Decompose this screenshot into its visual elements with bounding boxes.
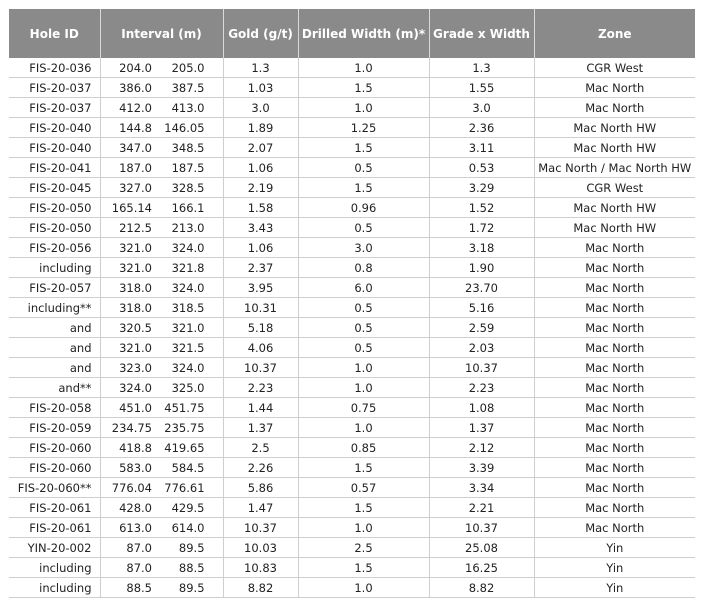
cell-gold: 2.07 bbox=[223, 138, 298, 158]
cell-grade-x-width: 2.36 bbox=[429, 118, 534, 138]
cell-zone: Mac North HW bbox=[534, 218, 695, 238]
cell-interval-to: 88.5 bbox=[158, 558, 223, 578]
table-row bbox=[9, 358, 695, 378]
cell-interval-to: 584.5 bbox=[158, 458, 223, 478]
cell-gold: 10.37 bbox=[223, 518, 298, 538]
cell-zone: Mac North HW bbox=[534, 118, 695, 138]
cell-interval-to: 324.0 bbox=[158, 358, 223, 378]
cell-grade-x-width: 1.72 bbox=[429, 218, 534, 238]
cell-interval-to: 419.65 bbox=[158, 438, 223, 458]
cell-hole-id: FIS-20-058 bbox=[9, 398, 100, 418]
cell-hole-id: FIS-20-061 bbox=[9, 498, 100, 518]
cell-interval-from: 187.0 bbox=[100, 158, 158, 178]
cell-interval-from: 451.0 bbox=[100, 398, 158, 418]
cell-grade-x-width: 1.55 bbox=[429, 78, 534, 98]
table-row bbox=[9, 538, 695, 558]
table-row bbox=[9, 58, 695, 78]
cell-drilled-width: 1.5 bbox=[298, 458, 429, 478]
table-row bbox=[9, 238, 695, 258]
cell-gold: 10.03 bbox=[223, 538, 298, 558]
cell-interval-from: 386.0 bbox=[100, 78, 158, 98]
cell-drilled-width: 1.5 bbox=[298, 498, 429, 518]
cell-drilled-width: 1.5 bbox=[298, 78, 429, 98]
table-row bbox=[9, 318, 695, 338]
cell-hole-id: FIS-20-060 bbox=[9, 438, 100, 458]
cell-drilled-width: 1.25 bbox=[298, 118, 429, 138]
table-row bbox=[9, 498, 695, 518]
cell-drilled-width: 0.85 bbox=[298, 438, 429, 458]
cell-gold: 5.18 bbox=[223, 318, 298, 338]
cell-grade-x-width: 8.82 bbox=[429, 578, 534, 598]
cell-grade-x-width: 3.18 bbox=[429, 238, 534, 258]
cell-gold: 1.06 bbox=[223, 238, 298, 258]
cell-gold: 2.37 bbox=[223, 258, 298, 278]
cell-interval-from: 347.0 bbox=[100, 138, 158, 158]
cell-grade-x-width: 2.03 bbox=[429, 338, 534, 358]
cell-hole-id: FIS-20-050 bbox=[9, 218, 100, 238]
cell-interval-from: 418.8 bbox=[100, 438, 158, 458]
table-row bbox=[9, 518, 695, 538]
cell-grade-x-width: 2.21 bbox=[429, 498, 534, 518]
cell-gold: 8.82 bbox=[223, 578, 298, 598]
cell-hole-id: FIS-20-060 bbox=[9, 458, 100, 478]
cell-hole-id: FIS-20-040 bbox=[9, 138, 100, 158]
cell-interval-to: 89.5 bbox=[158, 538, 223, 558]
cell-grade-x-width: 1.52 bbox=[429, 198, 534, 218]
cell-grade-x-width: 0.53 bbox=[429, 158, 534, 178]
table-row bbox=[9, 558, 695, 578]
table-row bbox=[9, 298, 695, 318]
cell-zone: Mac North bbox=[534, 378, 695, 398]
cell-interval-from: 323.0 bbox=[100, 358, 158, 378]
cell-gold: 1.37 bbox=[223, 418, 298, 438]
cell-drilled-width: 1.0 bbox=[298, 378, 429, 398]
cell-hole-id: and bbox=[9, 318, 100, 338]
cell-hole-id: FIS-20-050 bbox=[9, 198, 100, 218]
cell-interval-from: 321.0 bbox=[100, 238, 158, 258]
cell-hole-id: and bbox=[9, 338, 100, 358]
cell-drilled-width: 1.0 bbox=[298, 518, 429, 538]
cell-zone: Mac North bbox=[534, 338, 695, 358]
cell-drilled-width: 1.0 bbox=[298, 358, 429, 378]
cell-interval-from: 776.04 bbox=[100, 478, 158, 498]
cell-interval-to: 776.61 bbox=[158, 478, 223, 498]
cell-zone: Mac North bbox=[534, 518, 695, 538]
cell-grade-x-width: 1.37 bbox=[429, 418, 534, 438]
cell-gold: 5.86 bbox=[223, 478, 298, 498]
cell-zone: Mac North bbox=[534, 78, 695, 98]
cell-zone: Mac North bbox=[534, 458, 695, 478]
cell-drilled-width: 2.5 bbox=[298, 538, 429, 558]
cell-gold: 4.06 bbox=[223, 338, 298, 358]
cell-interval-from: 327.0 bbox=[100, 178, 158, 198]
cell-hole-id: FIS-20-059 bbox=[9, 418, 100, 438]
table-row bbox=[9, 218, 695, 238]
table-row bbox=[9, 378, 695, 398]
cell-drilled-width: 0.5 bbox=[298, 318, 429, 338]
cell-gold: 1.89 bbox=[223, 118, 298, 138]
cell-zone: Mac North bbox=[534, 438, 695, 458]
cell-drilled-width: 1.5 bbox=[298, 178, 429, 198]
cell-drilled-width: 1.0 bbox=[298, 58, 429, 78]
cell-drilled-width: 0.5 bbox=[298, 338, 429, 358]
cell-hole-id: FIS-20-041 bbox=[9, 158, 100, 178]
cell-interval-from: 212.5 bbox=[100, 218, 158, 238]
cell-zone: Mac North bbox=[534, 238, 695, 258]
cell-interval-to: 348.5 bbox=[158, 138, 223, 158]
cell-interval-from: 428.0 bbox=[100, 498, 158, 518]
cell-drilled-width: 1.0 bbox=[298, 418, 429, 438]
cell-interval-to: 321.0 bbox=[158, 318, 223, 338]
table-row bbox=[9, 178, 695, 198]
table-row bbox=[9, 118, 695, 138]
cell-interval-to: 413.0 bbox=[158, 98, 223, 118]
cell-zone: Mac North bbox=[534, 398, 695, 418]
cell-zone: CGR West bbox=[534, 58, 695, 78]
cell-interval-from: 324.0 bbox=[100, 378, 158, 398]
cell-zone: Mac North bbox=[534, 98, 695, 118]
cell-interval-from: 321.0 bbox=[100, 258, 158, 278]
cell-interval-to: 614.0 bbox=[158, 518, 223, 538]
table-row bbox=[9, 418, 695, 438]
cell-interval-to: 321.8 bbox=[158, 258, 223, 278]
cell-interval-from: 318.0 bbox=[100, 298, 158, 318]
cell-drilled-width: 0.8 bbox=[298, 258, 429, 278]
table-row bbox=[9, 578, 695, 598]
cell-zone: Mac North bbox=[534, 278, 695, 298]
cell-zone: Mac North bbox=[534, 498, 695, 518]
header-hole-id: Hole ID bbox=[9, 9, 100, 58]
cell-interval-to: 166.1 bbox=[158, 198, 223, 218]
header-grade-x-width: Grade x Width bbox=[429, 9, 534, 58]
cell-hole-id: FIS-20-056 bbox=[9, 238, 100, 258]
cell-zone: CGR West bbox=[534, 178, 695, 198]
cell-grade-x-width: 3.0 bbox=[429, 98, 534, 118]
table-row bbox=[9, 138, 695, 158]
header-row bbox=[9, 9, 695, 58]
cell-hole-id: FIS-20-057 bbox=[9, 278, 100, 298]
cell-interval-from: 204.0 bbox=[100, 58, 158, 78]
cell-hole-id: FIS-20-040 bbox=[9, 118, 100, 138]
cell-grade-x-width: 16.25 bbox=[429, 558, 534, 578]
cell-zone: Mac North bbox=[534, 418, 695, 438]
cell-drilled-width: 0.5 bbox=[298, 158, 429, 178]
cell-grade-x-width: 3.39 bbox=[429, 458, 534, 478]
cell-drilled-width: 0.5 bbox=[298, 218, 429, 238]
cell-drilled-width: 0.5 bbox=[298, 298, 429, 318]
cell-gold: 2.26 bbox=[223, 458, 298, 478]
cell-zone: Mac North bbox=[534, 318, 695, 338]
table-row bbox=[9, 458, 695, 478]
cell-grade-x-width: 3.11 bbox=[429, 138, 534, 158]
cell-zone: Mac North bbox=[534, 358, 695, 378]
header-zone: Zone bbox=[534, 9, 695, 58]
cell-grade-x-width: 1.08 bbox=[429, 398, 534, 418]
cell-gold: 10.83 bbox=[223, 558, 298, 578]
cell-grade-x-width: 2.23 bbox=[429, 378, 534, 398]
cell-gold: 1.3 bbox=[223, 58, 298, 78]
cell-drilled-width: 1.5 bbox=[298, 558, 429, 578]
cell-grade-x-width: 10.37 bbox=[429, 518, 534, 538]
cell-drilled-width: 0.75 bbox=[298, 398, 429, 418]
cell-gold: 2.23 bbox=[223, 378, 298, 398]
cell-drilled-width: 1.0 bbox=[298, 98, 429, 118]
cell-gold: 1.44 bbox=[223, 398, 298, 418]
cell-gold: 10.31 bbox=[223, 298, 298, 318]
cell-grade-x-width: 3.29 bbox=[429, 178, 534, 198]
table-row bbox=[9, 438, 695, 458]
header-interval: Interval (m) bbox=[100, 9, 223, 58]
cell-hole-id: FIS-20-061 bbox=[9, 518, 100, 538]
cell-zone: Mac North bbox=[534, 258, 695, 278]
header-gold: Gold (g/t) bbox=[223, 9, 298, 58]
cell-hole-id: FIS-20-036 bbox=[9, 58, 100, 78]
cell-interval-to: 328.5 bbox=[158, 178, 223, 198]
cell-zone: Yin bbox=[534, 558, 695, 578]
cell-interval-to: 324.0 bbox=[158, 278, 223, 298]
cell-gold: 3.95 bbox=[223, 278, 298, 298]
cell-interval-from: 320.5 bbox=[100, 318, 158, 338]
cell-interval-from: 144.8 bbox=[100, 118, 158, 138]
cell-gold: 2.5 bbox=[223, 438, 298, 458]
cell-hole-id: including bbox=[9, 578, 100, 598]
cell-grade-x-width: 1.3 bbox=[429, 58, 534, 78]
cell-drilled-width: 0.57 bbox=[298, 478, 429, 498]
cell-zone: Yin bbox=[534, 578, 695, 598]
cell-gold: 1.03 bbox=[223, 78, 298, 98]
cell-zone: Mac North HW bbox=[534, 198, 695, 218]
cell-gold: 1.06 bbox=[223, 158, 298, 178]
cell-interval-to: 187.5 bbox=[158, 158, 223, 178]
table-row bbox=[9, 278, 695, 298]
cell-grade-x-width: 10.37 bbox=[429, 358, 534, 378]
cell-hole-id: including** bbox=[9, 298, 100, 318]
cell-interval-to: 324.0 bbox=[158, 238, 223, 258]
cell-hole-id: including bbox=[9, 558, 100, 578]
table-body bbox=[9, 58, 695, 598]
cell-grade-x-width: 3.34 bbox=[429, 478, 534, 498]
cell-drilled-width: 1.5 bbox=[298, 138, 429, 158]
cell-zone: Mac North HW bbox=[534, 138, 695, 158]
cell-grade-x-width: 5.16 bbox=[429, 298, 534, 318]
cell-interval-to: 451.75 bbox=[158, 398, 223, 418]
table-row bbox=[9, 258, 695, 278]
cell-hole-id: and bbox=[9, 358, 100, 378]
cell-drilled-width: 3.0 bbox=[298, 238, 429, 258]
cell-drilled-width: 0.96 bbox=[298, 198, 429, 218]
cell-interval-to: 325.0 bbox=[158, 378, 223, 398]
cell-gold: 2.19 bbox=[223, 178, 298, 198]
cell-hole-id: FIS-20-060** bbox=[9, 478, 100, 498]
cell-interval-from: 321.0 bbox=[100, 338, 158, 358]
cell-hole-id: FIS-20-037 bbox=[9, 78, 100, 98]
cell-gold: 10.37 bbox=[223, 358, 298, 378]
cell-zone: Mac North bbox=[534, 298, 695, 318]
cell-gold: 1.47 bbox=[223, 498, 298, 518]
cell-hole-id: and** bbox=[9, 378, 100, 398]
cell-hole-id: FIS-20-037 bbox=[9, 98, 100, 118]
results-table-container bbox=[9, 9, 695, 598]
cell-gold: 3.0 bbox=[223, 98, 298, 118]
table-row bbox=[9, 198, 695, 218]
cell-interval-from: 87.0 bbox=[100, 538, 158, 558]
cell-interval-to: 235.75 bbox=[158, 418, 223, 438]
header-drilled-width: Drilled Width (m)* bbox=[298, 9, 429, 58]
cell-interval-to: 89.5 bbox=[158, 578, 223, 598]
cell-zone: Yin bbox=[534, 538, 695, 558]
cell-grade-x-width: 25.08 bbox=[429, 538, 534, 558]
cell-gold: 3.43 bbox=[223, 218, 298, 238]
cell-zone: Mac North bbox=[534, 478, 695, 498]
cell-interval-from: 613.0 bbox=[100, 518, 158, 538]
cell-interval-from: 318.0 bbox=[100, 278, 158, 298]
table-row bbox=[9, 158, 695, 178]
table-row bbox=[9, 478, 695, 498]
cell-interval-from: 165.14 bbox=[100, 198, 158, 218]
cell-hole-id: YIN-20-002 bbox=[9, 538, 100, 558]
table-row bbox=[9, 338, 695, 358]
table-row bbox=[9, 98, 695, 118]
cell-grade-x-width: 2.12 bbox=[429, 438, 534, 458]
cell-interval-to: 387.5 bbox=[158, 78, 223, 98]
table-row bbox=[9, 398, 695, 418]
cell-grade-x-width: 1.90 bbox=[429, 258, 534, 278]
cell-grade-x-width: 23.70 bbox=[429, 278, 534, 298]
cell-hole-id: including bbox=[9, 258, 100, 278]
cell-interval-from: 87.0 bbox=[100, 558, 158, 578]
cell-interval-to: 205.0 bbox=[158, 58, 223, 78]
cell-interval-from: 234.75 bbox=[100, 418, 158, 438]
cell-zone: Mac North / Mac North HW bbox=[534, 158, 695, 178]
cell-interval-to: 146.05 bbox=[158, 118, 223, 138]
cell-interval-from: 412.0 bbox=[100, 98, 158, 118]
cell-interval-to: 318.5 bbox=[158, 298, 223, 318]
cell-interval-to: 213.0 bbox=[158, 218, 223, 238]
cell-grade-x-width: 2.59 bbox=[429, 318, 534, 338]
cell-hole-id: FIS-20-045 bbox=[9, 178, 100, 198]
cell-drilled-width: 6.0 bbox=[298, 278, 429, 298]
drill-results-table bbox=[9, 9, 695, 598]
cell-interval-from: 88.5 bbox=[100, 578, 158, 598]
cell-interval-to: 429.5 bbox=[158, 498, 223, 518]
cell-interval-to: 321.5 bbox=[158, 338, 223, 358]
table-row bbox=[9, 78, 695, 98]
cell-drilled-width: 1.0 bbox=[298, 578, 429, 598]
cell-interval-from: 583.0 bbox=[100, 458, 158, 478]
cell-gold: 1.58 bbox=[223, 198, 298, 218]
